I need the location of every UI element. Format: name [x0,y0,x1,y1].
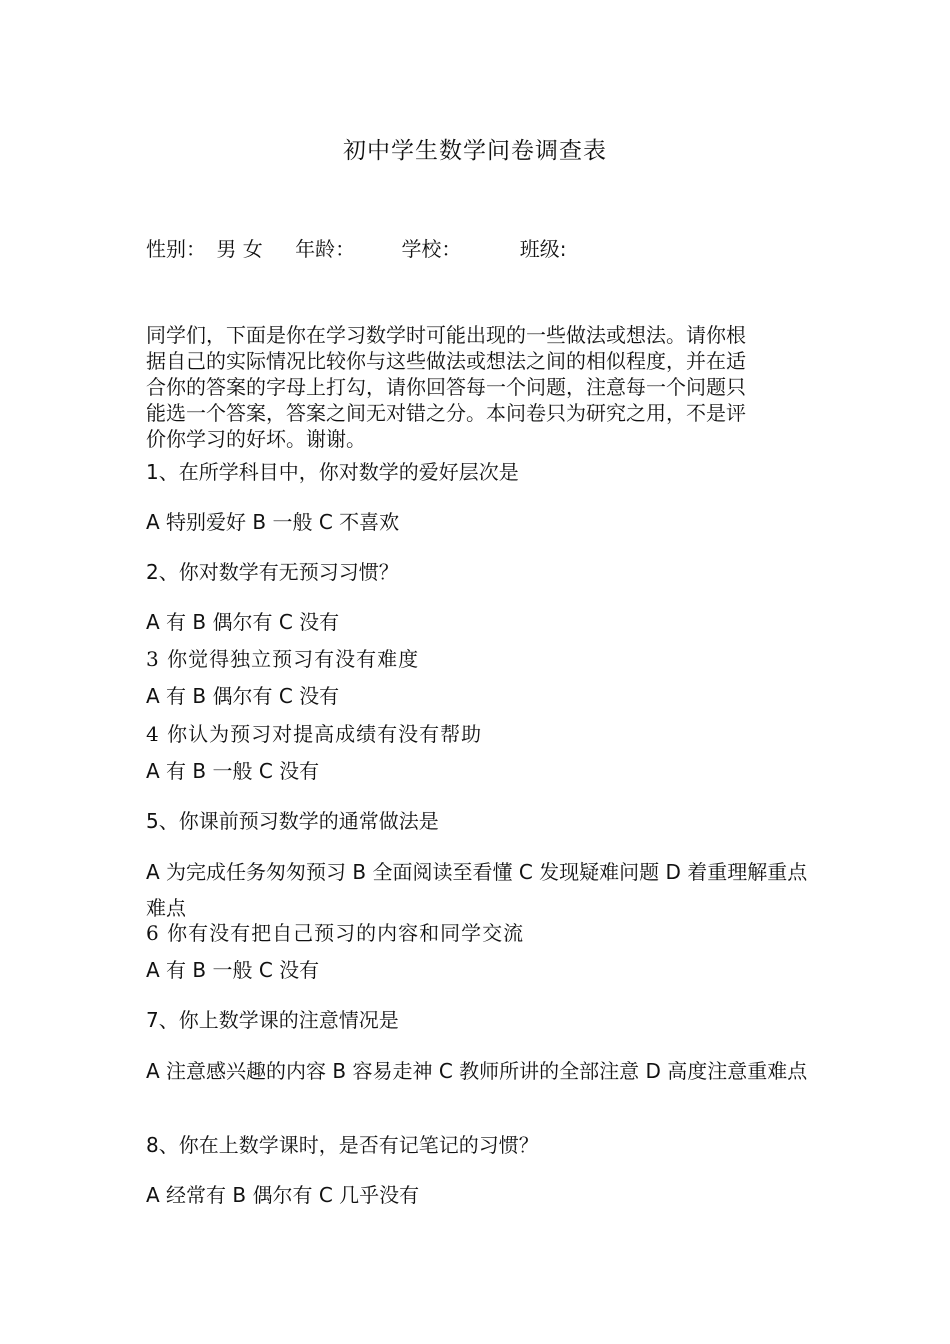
school-label: 学校： [401,237,462,261]
class-label: 班级: [519,237,567,261]
answer-options-7: A 注意感兴趣的内容 B 容易走神 C 教师所讲的全部注意 D 高度注意重难点 [146,1059,808,1083]
intro-line: 合你的答案的字母上打勾，请你回答每一个问题，注意每一个问题只 [146,375,746,399]
intro-line: 同学们，下面是你在学习数学时可能出现的一些做法或想法。请你根 [146,323,746,347]
answer-options-6: A 有 B 一般 C 没有 [146,958,320,982]
gender-options: 男 女 [216,237,263,261]
intro-line: 价你学习的好坏。谢谢。 [146,427,366,451]
gender-label: 性别： [146,237,206,261]
intro-line: 据自己的实际情况比较你与这些做法或想法之间的相似程度，并在适 [146,349,746,373]
question-4: 4 你认为预习对提高成绩有没有帮助 [146,722,483,746]
answer-options-1: A 特别爱好 B 一般 C 不喜欢 [146,510,400,534]
question-1: 1、在所学科目中，你对数学的爱好层次是 [146,460,519,484]
age-label: 年龄： [295,237,356,261]
answer-options-8: A 经常有 B 偶尔有 C 几乎没有 [146,1183,420,1207]
answer-options-3: A 有 B 偶尔有 C 没有 [146,684,340,708]
intro-line: 能选一个答案，答案之间无对错之分。本问卷只为研究之用，不是评 [146,401,746,425]
answer-options-2: A 有 B 偶尔有 C 没有 [146,610,340,634]
question-3: 3 你觉得独立预习有没有难度 [146,647,420,671]
question-5: 5、你课前预习数学的通常做法是 [146,809,439,833]
question-8: 8、你在上数学课时，是否有记笔记的习惯？ [146,1133,539,1157]
question-7: 7、你上数学课的注意情况是 [146,1008,399,1032]
answer-options-4: A 有 B 一般 C 没有 [146,759,320,783]
question-6: 6 你有没有把自己预习的内容和同学交流 [146,921,525,945]
intro-paragraph [146,322,810,452]
page-title: 初中学生数学问卷调查表 [343,138,607,164]
question-2: 2、你对数学有无预习习惯？ [146,560,399,584]
answer-options-5: A 为完成任务匆匆预习 B 全面阅读至看懂 C 发现疑难问题 D 着重理解重点难点 [146,860,808,920]
student-info-line [146,233,567,262]
